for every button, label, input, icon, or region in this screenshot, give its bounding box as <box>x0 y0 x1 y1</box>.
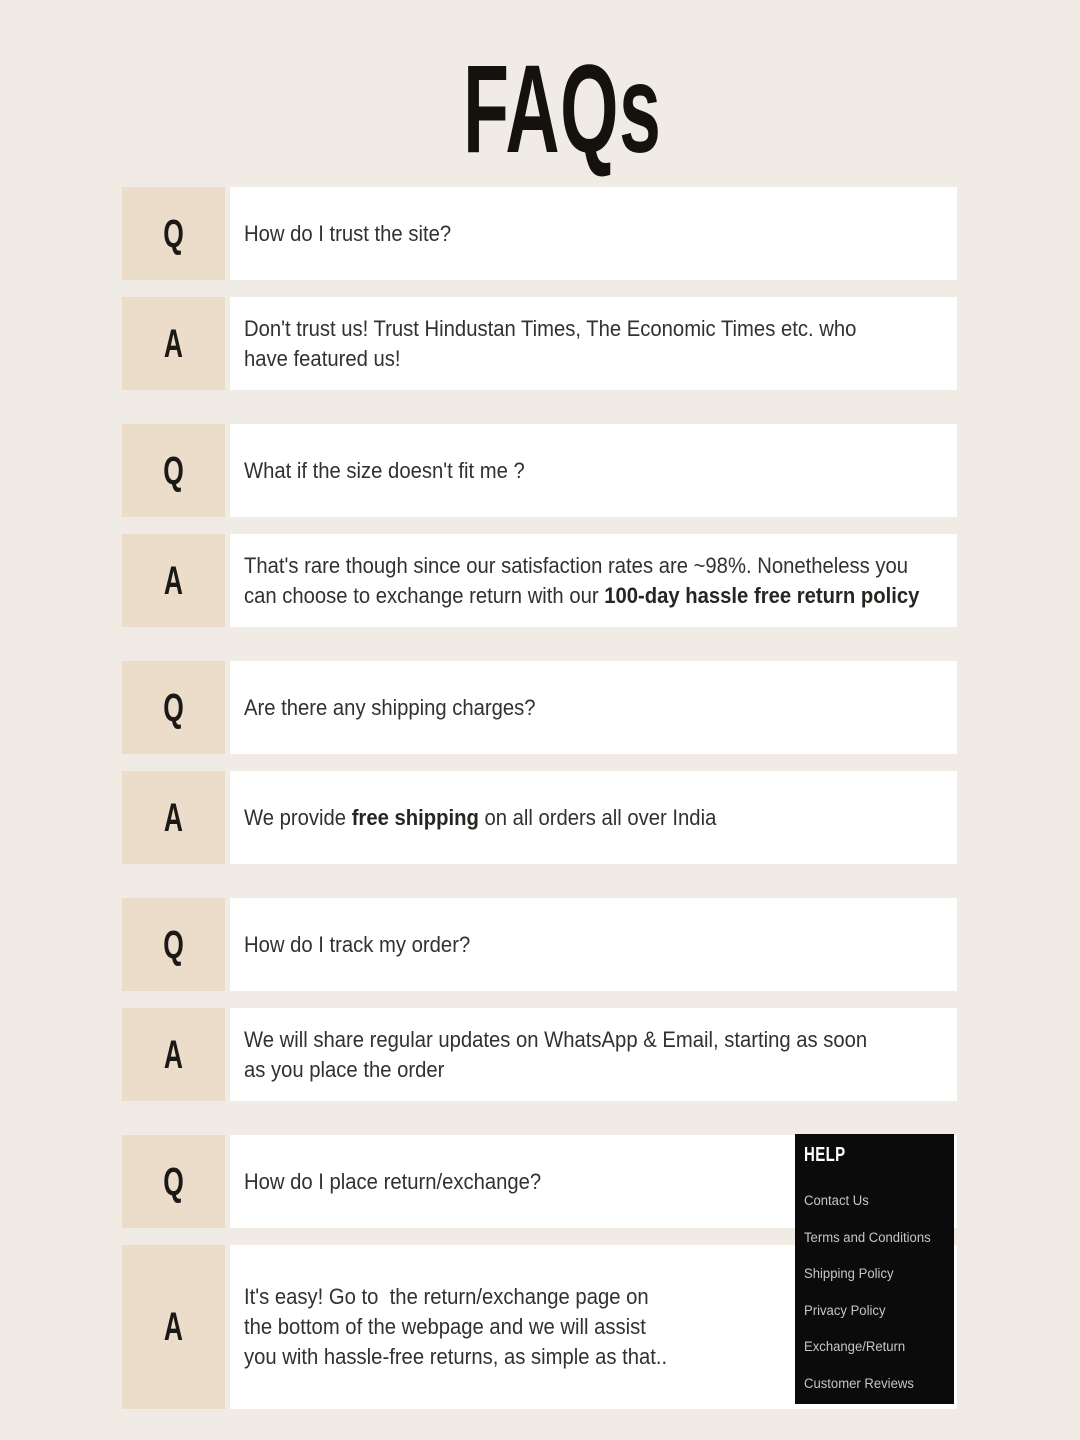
text-segment: That's rare though since our satisfaction rates are ~98%. Nonetheless you <box>244 552 909 578</box>
faq-answer-row <box>122 297 957 390</box>
answer-text <box>244 803 716 833</box>
help-menu-item-exchange-return[interactable]: Exchange/Return <box>804 1339 906 1354</box>
text-segment: How do I place return/exchange? <box>244 1168 542 1194</box>
text-segment: the bottom of the webpage and we will assist <box>244 1314 646 1339</box>
text-line <box>244 1342 667 1372</box>
text-line <box>244 1282 667 1312</box>
help-menu-item-customer-reviews[interactable]: Customer Reviews <box>804 1375 914 1391</box>
answer-text <box>244 1025 867 1085</box>
text-line <box>244 456 525 486</box>
question-card <box>230 424 957 517</box>
question-label: Q <box>163 211 184 256</box>
faq-answer-row <box>122 534 957 627</box>
help-menu-item-shipping-policy[interactable]: Shipping Policy <box>804 1266 894 1281</box>
question-text <box>244 1167 541 1197</box>
answer-card <box>230 534 957 627</box>
help-menu-title: HELP <box>804 1144 846 1166</box>
faq-question-row <box>122 187 957 280</box>
page-title <box>0 40 1080 179</box>
faq-answer-row <box>122 1008 957 1101</box>
text-line <box>244 219 451 249</box>
page-title-text: FAQs <box>462 40 662 179</box>
answer-label-box <box>122 297 225 390</box>
text-line <box>244 581 919 611</box>
question-text <box>244 930 470 960</box>
question-label-box <box>122 898 225 991</box>
text-segment-bold: free shipping <box>351 804 479 830</box>
answer-text <box>244 551 919 611</box>
text-line <box>244 314 856 344</box>
question-text <box>244 456 525 486</box>
answer-label-box <box>122 534 225 627</box>
text-line <box>244 1167 541 1197</box>
question-label-box <box>122 424 225 517</box>
text-line <box>244 693 536 723</box>
answer-label: A <box>163 558 184 603</box>
answer-card <box>230 297 957 390</box>
question-text <box>244 693 536 723</box>
text-segment: What if the size doesn't fit me ? <box>244 457 525 483</box>
question-label: Q <box>163 448 184 493</box>
text-line <box>244 1025 867 1055</box>
text-segment: can choose to exchange return with our <box>244 582 605 608</box>
text-line <box>244 1055 867 1085</box>
text-segment: as you place the order <box>244 1056 445 1082</box>
text-segment: have featured us! <box>244 345 401 371</box>
answer-label-box <box>122 1008 225 1101</box>
help-menu-panel <box>795 1134 954 1404</box>
answer-text <box>244 1282 667 1372</box>
answer-label: A <box>163 1305 184 1349</box>
text-segment-bold: 100-day hassle free return policy <box>604 582 920 608</box>
question-card <box>230 898 957 991</box>
text-line <box>244 1312 667 1342</box>
text-line <box>244 803 716 833</box>
question-text <box>244 219 451 249</box>
faq-question-row <box>122 898 957 991</box>
text-line <box>244 551 919 581</box>
answer-card <box>230 771 957 864</box>
answer-label-box <box>122 1245 225 1409</box>
answer-label-box <box>122 771 225 864</box>
question-label-box <box>122 1135 225 1228</box>
faq-answer-row <box>122 771 957 864</box>
text-segment: you with hassle-free returns, as simple as that.. <box>244 1344 668 1369</box>
faq-question-row <box>122 424 957 517</box>
text-line <box>244 344 856 374</box>
text-segment: It's easy! Go to the return/exchange page on <box>244 1284 649 1309</box>
text-segment: How do I track my order? <box>244 931 471 957</box>
question-card <box>230 661 957 754</box>
text-segment: We provide <box>244 804 352 830</box>
answer-text <box>244 314 856 374</box>
question-label: Q <box>163 922 184 967</box>
answer-label: A <box>163 795 184 840</box>
text-segment: We will share regular updates on WhatsApp & Email, starting as soon <box>244 1026 868 1052</box>
question-card <box>230 187 957 280</box>
help-menu-item-terms-and-conditions[interactable]: Terms and Conditions <box>804 1229 931 1245</box>
question-label: Q <box>163 685 184 730</box>
help-menu-item-privacy-policy[interactable]: Privacy Policy <box>804 1302 886 1318</box>
faq-question-row <box>122 661 957 754</box>
question-label-box <box>122 661 225 754</box>
answer-label: A <box>163 1032 184 1077</box>
question-label-box <box>122 187 225 280</box>
text-segment: Don't trust us! Trust Hindustan Times, The Economic Times etc. who <box>244 315 857 341</box>
text-segment: Are there any shipping charges? <box>244 694 536 720</box>
help-menu-items <box>804 1194 948 1391</box>
text-segment: on all orders all over India <box>478 804 717 830</box>
answer-card <box>230 1008 957 1101</box>
answer-label: A <box>163 321 184 366</box>
text-segment: How do I trust the site? <box>244 220 452 246</box>
text-line <box>244 930 470 960</box>
question-label: Q <box>163 1159 184 1204</box>
help-menu-item-contact-us[interactable]: Contact Us <box>804 1193 869 1208</box>
